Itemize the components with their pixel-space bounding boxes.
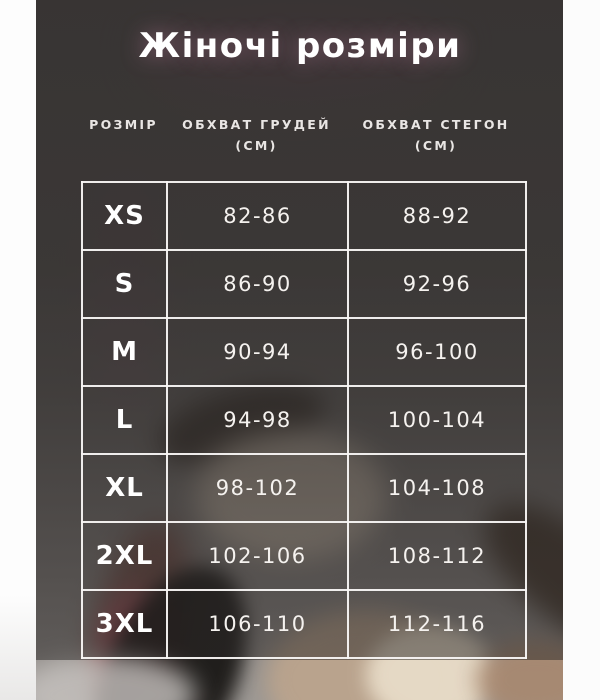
header-chest-unit: (СМ) <box>235 138 278 153</box>
table-header <box>81 114 525 156</box>
page-title: Жіночі розміри <box>138 26 462 66</box>
header-hips <box>347 114 525 156</box>
size-label: 2XL <box>82 522 167 590</box>
chest-value: 94-98 <box>167 386 348 454</box>
header-chest-label: ОБХВАТ ГРУДЕЙ <box>182 117 331 132</box>
header-size <box>81 114 166 156</box>
table-row <box>82 590 526 658</box>
table-row <box>82 386 526 454</box>
size-label: XS <box>82 182 167 250</box>
hips-value: 92-96 <box>348 250 526 318</box>
header-hips-label: ОБХВАТ СТЕГОН <box>362 117 510 132</box>
table-row <box>82 318 526 386</box>
header-hips-unit: (СМ) <box>414 138 458 153</box>
chest-value: 106-110 <box>167 590 348 658</box>
hips-value: 104-108 <box>348 454 526 522</box>
left-white-strip <box>0 0 36 700</box>
header-size-label: РОЗМІР <box>89 117 158 132</box>
hips-value: 108-112 <box>348 522 526 590</box>
hips-value: 88-92 <box>348 182 526 250</box>
header-chest <box>166 114 347 156</box>
chest-value: 98-102 <box>167 454 348 522</box>
size-label: XL <box>82 454 167 522</box>
size-label: 3XL <box>82 590 167 658</box>
chest-value: 86-90 <box>167 250 348 318</box>
chest-value: 82-86 <box>167 182 348 250</box>
table-row <box>82 454 526 522</box>
size-label: S <box>82 250 167 318</box>
size-label: L <box>82 386 167 454</box>
table-row <box>82 182 526 250</box>
chest-value: 102-106 <box>167 522 348 590</box>
chest-value: 90-94 <box>167 318 348 386</box>
size-table <box>81 181 527 659</box>
hips-value: 100-104 <box>348 386 526 454</box>
table-row <box>82 250 526 318</box>
right-white-strip <box>563 0 600 700</box>
hips-value: 112-116 <box>348 590 526 658</box>
size-label: M <box>82 318 167 386</box>
table-row <box>82 522 526 590</box>
hips-value: 96-100 <box>348 318 526 386</box>
